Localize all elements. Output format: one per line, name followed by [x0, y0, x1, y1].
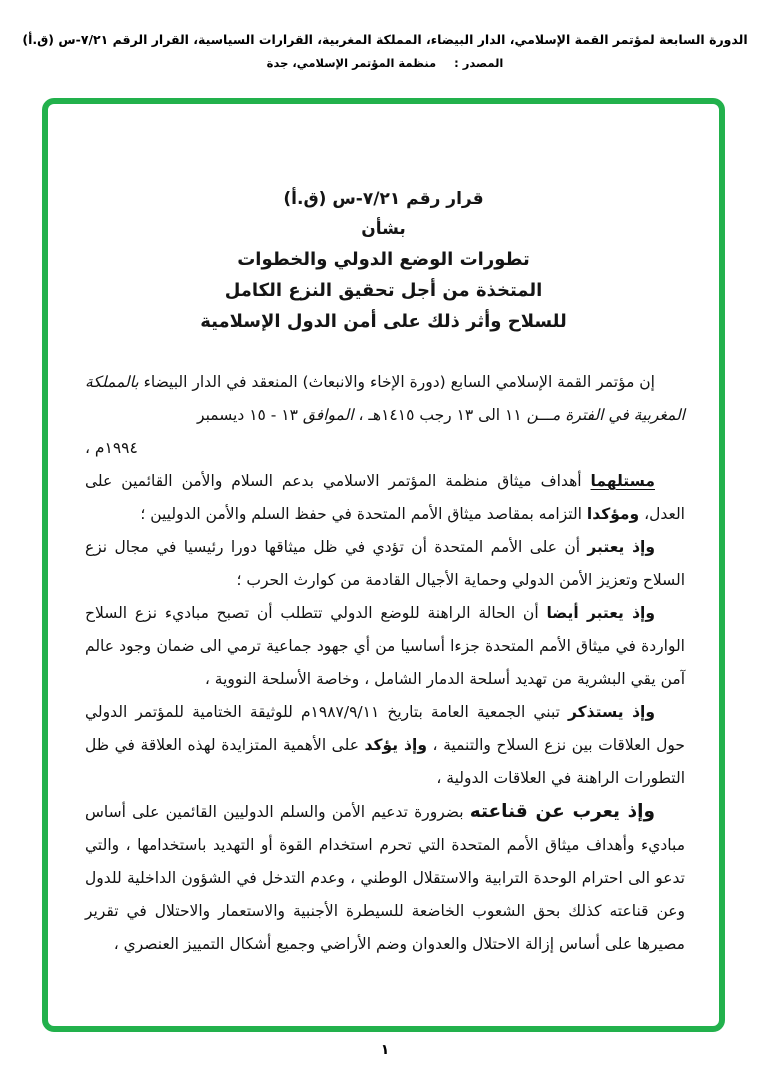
paragraph-considering-also [85, 597, 685, 696]
lead-word-bold: وإذ يؤكد [364, 736, 427, 754]
resolution-regarding-line: بشأن [361, 219, 406, 239]
lead-phrase-bold-large: وإذ يعرب عن قناعته [469, 801, 656, 822]
resolution-subject-line-2: المتخذة من أجل تحقيق النزع الكامل [224, 280, 543, 301]
paragraph-text: على الأهمية المتزايدة لهذه العلاقة في ظل التطورات الراهنة في العلاقات الدولية ، [85, 736, 685, 787]
paragraph-text: تبني الجمعية العامة بتاريخ ١٩٨٧/٩/١١م للوثيقة الختامية للمؤتمر الدولي حول العلاقات بين نزع السلاح والتنمية ، [85, 703, 685, 754]
paragraph-recalling [85, 696, 685, 795]
lead-word-bold: وإذ يستذكر [568, 703, 655, 721]
resolution-body [85, 366, 685, 961]
header-source-line [0, 56, 770, 70]
resolution-subject-line-3: للسلاح وأثر ذلك على أمن الدول الإسلامية [200, 311, 567, 332]
header-session-line: الدورة السابعة لمؤتمر القمة الإسلامي، الدار البيضاء، المملكة المغربية، القرارات السياسية، القرار الرقم ٧/٢١-س (ق.أ) [22, 32, 748, 47]
resolution-title-block [48, 184, 719, 337]
green-border-frame [42, 98, 725, 1032]
lead-word-bold-underlined: مستلهما [590, 472, 655, 490]
paragraph-text: أن على الأمم المتحدة أن تؤدي في ظل ميثاقها دورا رئيسيا في مجال نزع السلاح وتعزيز الأمن الدولي وحماية الأجيال القادمة من كوارث الحرب ؛ [85, 538, 685, 589]
resolution-number-line: قرار رقم ٧/٢١-س (ق.أ) [283, 189, 484, 209]
paragraph-text: ١٣ - ١٥ ديسمبر [197, 406, 298, 424]
lead-word-bold: وإذ يعتبر أيضا [546, 604, 655, 622]
paragraph-text-calligraphic: بالمملكة المغربية في الفترة مـــن [84, 373, 685, 424]
paragraph-considering [85, 531, 685, 597]
paragraph-text: أهداف ميثاق منظمة المؤتمر الاسلامي بدعم السلام والأمن القائمين على العدل، [85, 472, 685, 523]
paragraph-text: التزامه بمقاصد ميثاق الأمم المتحدة في حفظ السلم والأمن الدوليين ؛ [140, 505, 587, 523]
lead-word-bold: ومؤكدا [586, 505, 640, 523]
paragraph-inspired [85, 465, 685, 531]
paragraph-text: إن مؤتمر القمة الإسلامي السابع (دورة الإخاء والانبعاث) المنعقد في الدار البيضاء [138, 373, 655, 391]
paragraph-text-calligraphic: الموافق [297, 406, 354, 424]
source-label: المصدر : [454, 56, 504, 70]
lead-word-bold: وإذ يعتبر [587, 538, 655, 556]
source-value: منظمة المؤتمر الإسلامي، جدة [266, 56, 437, 70]
paragraph-opening [85, 366, 685, 432]
paragraph-opening-date-tail: ١٩٩٤م ، [85, 439, 138, 457]
resolution-subject-line-1: تطورات الوضع الدولي والخطوات [237, 249, 530, 270]
page-number: ١ [380, 1042, 390, 1058]
paragraph-text: ١١ الى ١٣ رجب ١٤١٥هـ ، [353, 406, 522, 424]
paragraph-expressing-conviction [85, 795, 685, 961]
document-header [0, 30, 770, 70]
paragraph-text: أن الحالة الراهنة للوضع الدولي تتطلب أن تصبح مباديء نزع السلاح الواردة في ميثاق الأمم المتحدة جزءا أساسيا من أي جهود جماعية ترمي الى ضمان وجود عالم آمن يقي البشرية من تهديد أسلحة الدمار الشامل ، وخاصة الأسلحة النووية ، [85, 604, 685, 688]
paragraph-text: بضرورة تدعيم الأمن والسلم الدوليين القائمين على أساس مباديء وأهداف ميثاق الأمم المتحدة التي تحرم استخدام القوة أو التهديد باستخدامها ، والتي تدعو الى احترام الوحدة الترابية والاستقلال الوطني ، وعدم التدخل في الشؤون الداخلية للدول وعن قناعته كذلك بحق الشعوب الخاضعة للسيطرة الأجنبية والاستعمار والاحتلال في تقرير مصيرها على أساس إزالة الاحتلال والعدوان وضم الأراضي وجميع أشكال التمييز العنصري ، [85, 803, 685, 953]
